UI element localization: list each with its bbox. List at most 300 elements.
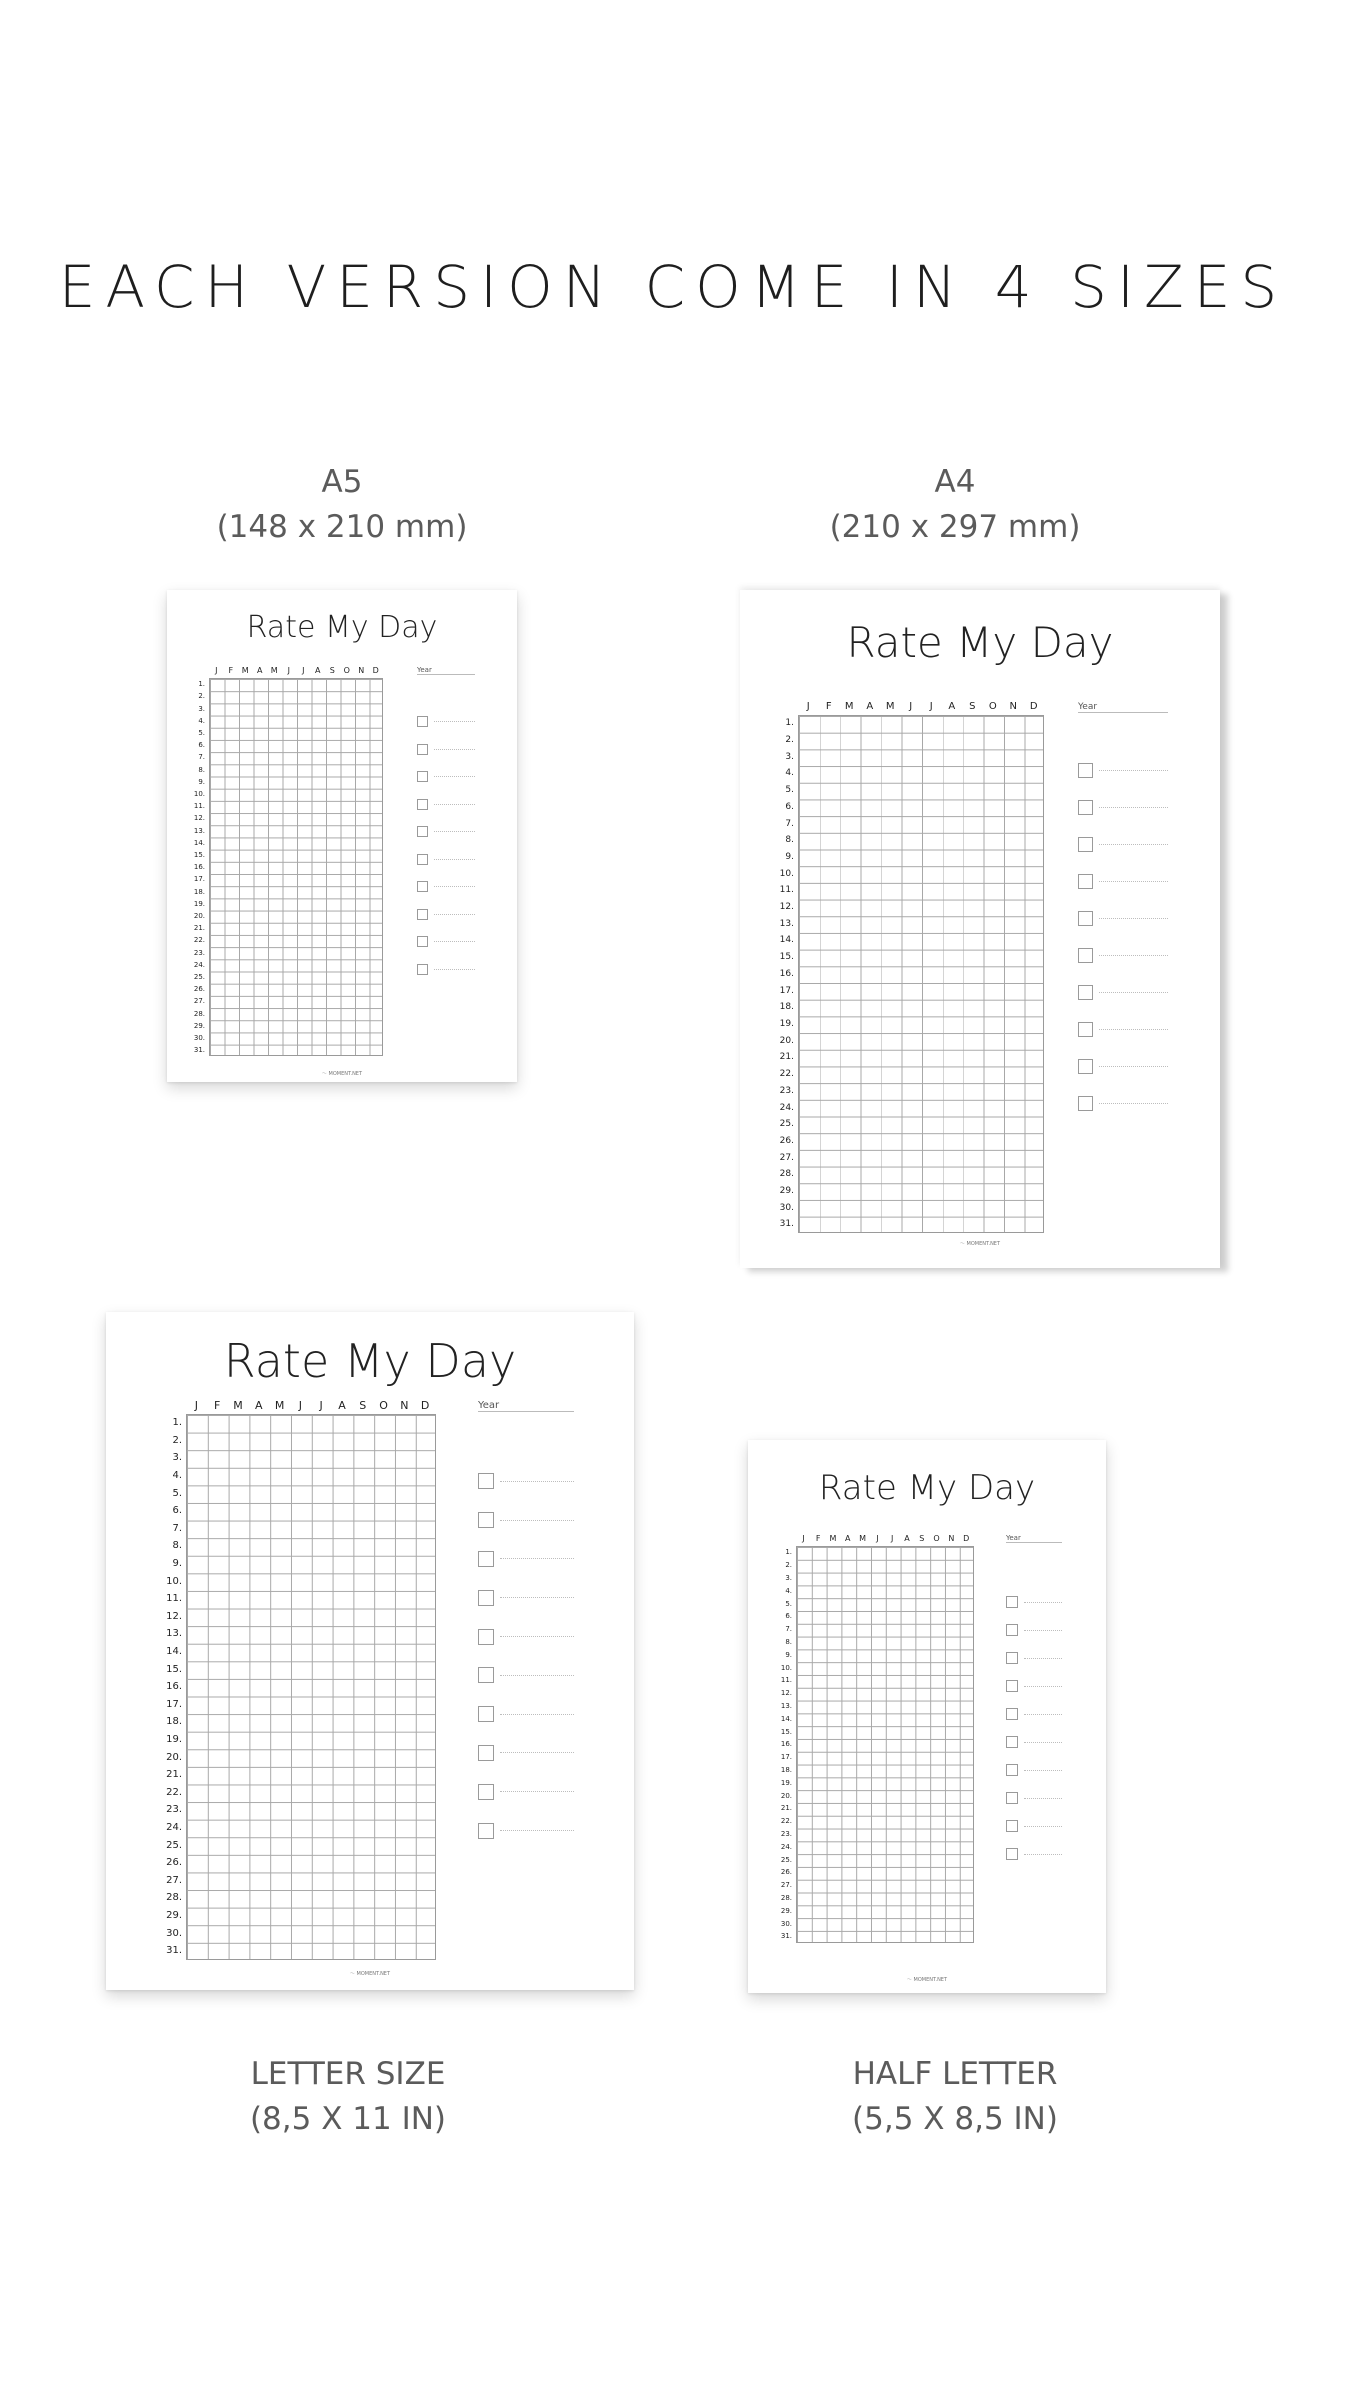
legend-row: [1006, 1756, 1062, 1784]
legend-row: [478, 1656, 574, 1695]
legend-row: [417, 791, 475, 819]
legend-checkbox: [1006, 1764, 1018, 1776]
legend-checkbox: [478, 1551, 494, 1567]
legend-line: [434, 721, 475, 722]
day-label: 22.: [166, 1786, 182, 1798]
planner-sheet-a4: [740, 590, 1220, 1268]
legend-checkbox: [1006, 1708, 1018, 1720]
day-label: 2.: [785, 735, 794, 746]
day-label: 17.: [193, 875, 205, 884]
day-label: 2.: [785, 1561, 792, 1570]
legend-line: [434, 859, 475, 860]
day-label: 25.: [193, 972, 205, 981]
legend-row: [1006, 1812, 1062, 1840]
legend-row: [417, 956, 475, 984]
day-label: 24.: [779, 1102, 794, 1113]
month-label: M: [885, 701, 895, 712]
day-label: 28.: [779, 1169, 794, 1180]
month-label: A: [948, 701, 956, 712]
legend-row: [478, 1734, 574, 1773]
day-label: 30.: [780, 1919, 792, 1928]
legend-checkbox: [478, 1512, 494, 1528]
planner-title: Rate My Day: [846, 618, 1114, 667]
day-label: 13.: [166, 1628, 182, 1640]
legend-row: [417, 846, 475, 874]
month-label: N: [358, 666, 365, 675]
day-label: 13.: [780, 1701, 792, 1710]
day-label: 18.: [193, 887, 205, 896]
day-label: 30.: [166, 1927, 182, 1939]
legend-checkbox: [1006, 1736, 1018, 1748]
day-label: 17.: [779, 985, 794, 996]
day-label: 10.: [166, 1575, 182, 1587]
day-label: 3.: [172, 1452, 182, 1464]
legend-row: [1006, 1616, 1062, 1644]
year-field: Year: [1078, 702, 1168, 713]
legend-checkbox: [1006, 1624, 1018, 1636]
day-label: 1.: [785, 718, 794, 729]
day-label: 12.: [780, 1689, 792, 1698]
legend-line: [434, 941, 475, 942]
size-dims: (210 x 297 mm): [829, 509, 1081, 545]
legend-row: [417, 763, 475, 791]
day-label: 14.: [193, 838, 205, 847]
day-label: 13.: [779, 918, 794, 929]
month-label: M: [233, 1399, 243, 1412]
day-label: 9.: [785, 851, 794, 862]
legend-line: [1024, 1686, 1062, 1687]
legend-line: [434, 804, 475, 805]
month-label: S: [919, 1534, 925, 1543]
day-label: 12.: [779, 902, 794, 913]
legend-checkbox: [417, 909, 428, 920]
day-label: 19.: [193, 899, 205, 908]
legend-row: [1006, 1588, 1062, 1616]
legend-checkbox: [1078, 1096, 1093, 1111]
month-label: J: [876, 1534, 879, 1543]
legend-row: [417, 736, 475, 764]
legend-line: [500, 1714, 574, 1715]
rating-grid: [209, 678, 383, 1056]
legend-checkbox: [478, 1629, 494, 1645]
legend-list: [1078, 752, 1168, 1122]
month-label: D: [372, 666, 379, 675]
day-label: 11.: [166, 1593, 182, 1605]
legend-row: [478, 1578, 574, 1617]
legend-line: [434, 969, 475, 970]
legend-checkbox: [1006, 1792, 1018, 1804]
legend-row: [417, 873, 475, 901]
day-label: 15.: [193, 850, 205, 859]
day-label: 11.: [780, 1676, 792, 1685]
legend-row: [1006, 1784, 1062, 1812]
legend-checkbox: [478, 1706, 494, 1722]
legend-checkbox: [417, 771, 428, 782]
day-label: 26.: [779, 1135, 794, 1146]
rating-grid: [798, 715, 1044, 1233]
day-label: 20.: [166, 1751, 182, 1763]
legend-checkbox: [1006, 1820, 1018, 1832]
day-label: 5.: [785, 1599, 792, 1608]
legend-checkbox: [478, 1745, 494, 1761]
legend-line: [434, 886, 475, 887]
footer-logo: 〜 MOMENT.NET: [959, 1241, 1001, 1247]
size-name: A4: [934, 464, 976, 500]
day-label: 3.: [785, 1573, 792, 1582]
day-label: 23.: [780, 1829, 792, 1838]
day-label: 28.: [193, 1009, 205, 1018]
day-label: 23.: [779, 1085, 794, 1096]
legend-row: [478, 1811, 574, 1850]
legend-row: [1078, 752, 1168, 789]
legend-checkbox: [478, 1784, 494, 1800]
day-label: 9.: [172, 1558, 182, 1570]
day-label: 7.: [172, 1522, 182, 1534]
day-label: 14.: [780, 1714, 792, 1723]
day-label: 18.: [780, 1765, 792, 1774]
size-dims: (5,5 X 8,5 IN): [852, 2101, 1058, 2137]
legend-line: [500, 1752, 574, 1753]
legend-line: [434, 914, 475, 915]
day-label: 7.: [785, 1625, 792, 1634]
day-label: 9.: [198, 777, 205, 786]
planner-sheet-letter: [106, 1312, 634, 1990]
month-label: A: [845, 1534, 851, 1543]
month-label: J: [287, 666, 290, 675]
day-label: 26.: [193, 985, 205, 994]
legend-line: [500, 1481, 574, 1482]
legend-checkbox: [478, 1823, 494, 1839]
legend-checkbox: [478, 1473, 494, 1489]
day-label: 27.: [779, 1152, 794, 1163]
day-label: 16.: [779, 968, 794, 979]
day-label: 19.: [780, 1778, 792, 1787]
day-label: 15.: [779, 952, 794, 963]
day-label: 24.: [780, 1842, 792, 1851]
legend-list: [417, 708, 475, 983]
legend-line: [500, 1597, 574, 1598]
month-label: A: [904, 1534, 910, 1543]
month-label: M: [859, 1534, 867, 1543]
legend-row: [417, 901, 475, 929]
day-label: 10.: [779, 868, 794, 879]
day-label: 22.: [780, 1817, 792, 1826]
day-label: 20.: [780, 1791, 792, 1800]
legend-row: [1078, 789, 1168, 826]
day-label: 17.: [780, 1753, 792, 1762]
legend-row: [1078, 826, 1168, 863]
month-label: A: [866, 701, 874, 712]
day-label: 31.: [780, 1932, 792, 1941]
month-label: J: [194, 1399, 199, 1412]
day-label: 14.: [779, 935, 794, 946]
legend-row: [478, 1617, 574, 1656]
legend-line: [1099, 844, 1168, 845]
legend-line: [1099, 992, 1168, 993]
legend-checkbox: [478, 1667, 494, 1683]
legend-line: [1099, 955, 1168, 956]
day-label: 19.: [166, 1733, 182, 1745]
day-label: 10.: [780, 1663, 792, 1672]
day-label: 28.: [780, 1893, 792, 1902]
day-label: 24.: [166, 1821, 182, 1833]
month-label: M: [829, 1534, 837, 1543]
planner-sheet-a5: [167, 590, 517, 1082]
day-label: 12.: [193, 814, 205, 823]
planner-title: Rate My Day: [818, 1468, 1036, 1508]
month-label: J: [215, 666, 218, 675]
footer-logo: 〜 MOMENT.NET: [321, 1071, 363, 1077]
legend-row: [478, 1462, 574, 1501]
day-label: 5.: [172, 1487, 182, 1499]
day-label: 14.: [166, 1646, 182, 1658]
legend-row: [1078, 1048, 1168, 1085]
legend-line: [1024, 1826, 1062, 1827]
day-label: 31.: [193, 1046, 205, 1055]
day-label: 2.: [172, 1434, 182, 1446]
legend-checkbox: [417, 826, 428, 837]
legend-checkbox: [1078, 948, 1093, 963]
year-field: Year: [478, 1400, 574, 1412]
day-label: 13.: [193, 826, 205, 835]
day-label: 25.: [166, 1839, 182, 1851]
legend-row: [478, 1695, 574, 1734]
day-label: 23.: [166, 1804, 182, 1816]
legend-checkbox: [417, 716, 428, 727]
month-label: J: [319, 1399, 323, 1412]
day-label: 20.: [779, 1035, 794, 1046]
day-numbers: [156, 1414, 182, 1960]
day-label: 25.: [779, 1119, 794, 1130]
day-label: 18.: [779, 1002, 794, 1013]
legend-row: [1078, 1085, 1168, 1122]
planner-title: Rate My Day: [246, 610, 438, 645]
month-label: J: [298, 1399, 302, 1412]
month-label: A: [338, 1399, 346, 1412]
day-label: 29.: [193, 1021, 205, 1030]
legend-line: [1099, 1103, 1168, 1104]
month-label: J: [806, 701, 810, 712]
legend-checkbox: [1078, 874, 1093, 889]
legend-line: [1099, 770, 1168, 771]
legend-row: [478, 1772, 574, 1811]
month-label: J: [891, 1534, 894, 1543]
legend-line: [1024, 1798, 1062, 1799]
month-label: M: [274, 1399, 285, 1412]
legend-line: [434, 749, 475, 750]
day-label: 12.: [166, 1610, 182, 1622]
month-header: [209, 666, 383, 676]
legend-checkbox: [1078, 800, 1093, 815]
day-numbers: [179, 678, 205, 1056]
legend-line: [434, 831, 475, 832]
legend-line: [434, 776, 475, 777]
headline: EACH VERSION COME IN 4 SIZES: [58, 253, 1288, 321]
size-dims: (8,5 X 11 IN): [249, 2101, 447, 2137]
day-label: 21.: [779, 1052, 794, 1063]
month-header: [798, 701, 1044, 713]
day-label: 21.: [166, 1769, 182, 1781]
day-label: 29.: [780, 1906, 792, 1915]
month-label: J: [302, 666, 305, 675]
day-label: 17.: [166, 1698, 182, 1710]
legend-row: [1006, 1840, 1062, 1868]
day-label: 4.: [172, 1470, 182, 1482]
planner-sheet-half-letter: [748, 1440, 1106, 1993]
day-label: 4.: [785, 1586, 792, 1595]
day-label: 3.: [785, 751, 794, 762]
legend-line: [1024, 1658, 1062, 1659]
day-label: 24.: [193, 960, 205, 969]
day-label: 16.: [166, 1681, 182, 1693]
size-caption-a5: [192, 460, 492, 550]
day-label: 5.: [198, 728, 205, 737]
day-label: 21.: [193, 924, 205, 933]
legend-row: [1006, 1644, 1062, 1672]
legend-row: [417, 928, 475, 956]
month-label: F: [825, 701, 832, 712]
day-label: 31.: [779, 1219, 794, 1230]
day-label: 15.: [780, 1727, 792, 1736]
day-label: 7.: [785, 818, 794, 829]
day-label: 9.: [785, 1650, 792, 1659]
month-label: N: [948, 1534, 955, 1543]
day-label: 15.: [166, 1663, 182, 1675]
rating-grid: [186, 1414, 436, 1960]
size-caption-half-letter: [805, 2052, 1105, 2142]
day-label: 27.: [166, 1874, 182, 1886]
day-label: 2.: [198, 692, 205, 701]
legend-checkbox: [1078, 911, 1093, 926]
legend-row: [1078, 974, 1168, 1011]
day-label: 22.: [779, 1069, 794, 1080]
footer-logo: 〜 MOMENT.NET: [349, 1971, 391, 1977]
legend-line: [500, 1830, 574, 1831]
day-label: 11.: [193, 802, 205, 811]
legend-checkbox: [417, 936, 428, 947]
size-name: A5: [321, 464, 363, 500]
day-label: 10.: [193, 789, 205, 798]
day-label: 4.: [198, 716, 205, 725]
day-label: 30.: [193, 1033, 205, 1042]
day-label: 20.: [193, 911, 205, 920]
legend-line: [500, 1791, 574, 1792]
month-label: N: [1009, 701, 1017, 712]
day-label: 6.: [198, 741, 205, 750]
day-label: 1.: [785, 1548, 792, 1557]
legend-row: [1006, 1728, 1062, 1756]
day-label: 21.: [780, 1804, 792, 1813]
day-label: 6.: [785, 1612, 792, 1621]
legend-line: [1024, 1770, 1062, 1771]
month-label: A: [315, 666, 321, 675]
month-label: F: [214, 1399, 221, 1412]
legend-line: [1024, 1714, 1062, 1715]
day-label: 5.: [785, 785, 794, 796]
year-field: Year: [1006, 1534, 1062, 1543]
legend-line: [500, 1636, 574, 1637]
legend-checkbox: [1006, 1680, 1018, 1692]
legend-row: [1078, 1011, 1168, 1048]
month-label: M: [270, 666, 278, 675]
day-label: 31.: [166, 1945, 182, 1957]
planner-title: Rate My Day: [223, 1334, 517, 1388]
month-label: J: [802, 1534, 805, 1543]
legend-checkbox: [1078, 763, 1093, 778]
legend-row: [1078, 937, 1168, 974]
month-label: M: [241, 666, 249, 675]
legend-checkbox: [417, 799, 428, 810]
month-header: [796, 1534, 974, 1544]
day-label: 29.: [779, 1186, 794, 1197]
day-label: 26.: [780, 1868, 792, 1877]
day-label: 27.: [193, 997, 205, 1006]
legend-checkbox: [1006, 1652, 1018, 1664]
size-name: LETTER SIZE: [250, 2056, 446, 2092]
month-label: D: [963, 1534, 970, 1543]
legend-checkbox: [417, 744, 428, 755]
day-label: 6.: [785, 801, 794, 812]
legend-checkbox: [1078, 1022, 1093, 1037]
day-label: 4.: [785, 768, 794, 779]
day-label: 8.: [785, 835, 794, 846]
legend-line: [1099, 881, 1168, 882]
month-label: A: [255, 1399, 263, 1412]
day-numbers: [766, 1546, 792, 1943]
day-label: 29.: [166, 1909, 182, 1921]
day-label: 6.: [172, 1505, 182, 1517]
day-label: 8.: [785, 1637, 792, 1646]
legend-checkbox: [417, 881, 428, 892]
day-label: 1.: [198, 680, 205, 689]
day-label: 16.: [780, 1740, 792, 1749]
month-label: D: [420, 1399, 430, 1412]
day-label: 27.: [780, 1881, 792, 1890]
legend-row: [478, 1501, 574, 1540]
size-dims: (148 x 210 mm): [216, 509, 468, 545]
legend-line: [1024, 1630, 1062, 1631]
legend-row: [1078, 900, 1168, 937]
day-label: 8.: [198, 765, 205, 774]
day-label: 1.: [172, 1417, 182, 1429]
month-label: A: [257, 666, 263, 675]
month-label: J: [909, 701, 913, 712]
month-label: J: [929, 701, 933, 712]
day-label: 22.: [193, 936, 205, 945]
day-label: 11.: [779, 885, 794, 896]
day-label: 19.: [779, 1019, 794, 1029]
legend-row: [417, 818, 475, 846]
legend-line: [1099, 1029, 1168, 1030]
day-label: 18.: [166, 1716, 182, 1728]
year-field: Year: [417, 666, 475, 675]
legend-checkbox: [417, 964, 428, 975]
footer-logo: 〜 MOMENT.NET: [906, 1977, 948, 1983]
legend-line: [1099, 1066, 1168, 1067]
legend-line: [1099, 807, 1168, 808]
month-label: O: [988, 701, 997, 712]
month-label: D: [1029, 701, 1038, 712]
legend-list: [478, 1462, 574, 1850]
rating-grid: [796, 1546, 974, 1943]
month-label: S: [359, 1399, 367, 1412]
day-label: 26.: [166, 1857, 182, 1869]
month-header: [186, 1399, 436, 1412]
legend-line: [1024, 1602, 1062, 1603]
size-name: HALF LETTER: [852, 2056, 1058, 2092]
month-label: O: [933, 1534, 940, 1543]
day-label: 7.: [198, 753, 205, 762]
